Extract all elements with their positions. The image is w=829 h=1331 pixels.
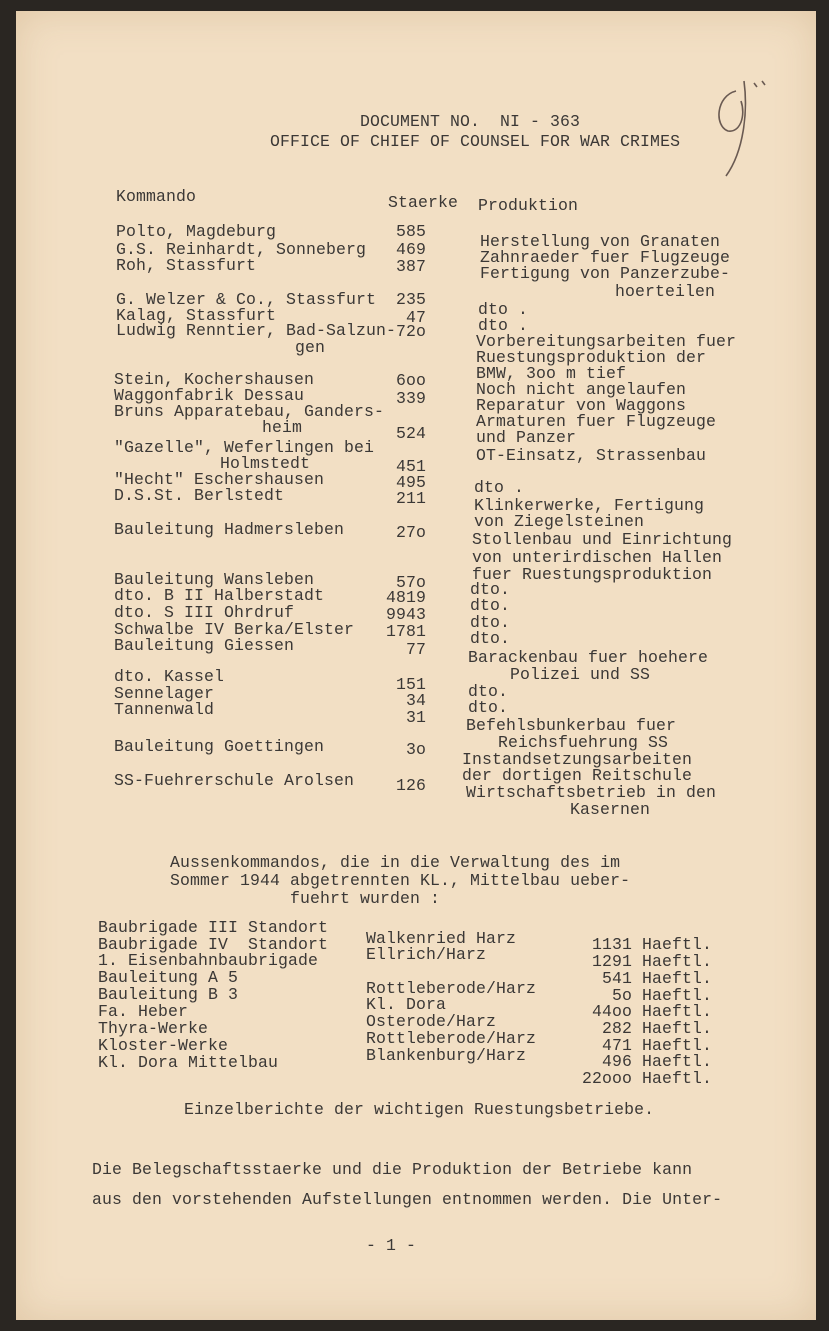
- kommando-cell: Waggonfabrik Dessau: [114, 386, 305, 405]
- column-header-kommando: Kommando: [116, 187, 197, 206]
- produktion-cell: Barackenbau fuer hoehere: [468, 648, 709, 667]
- aussen-intro-line: Aussenkommandos, die in die Verwaltung des im: [170, 853, 621, 872]
- produktion-cell: Fertigung von Panzerzube-: [480, 264, 731, 283]
- paragraph-line: aus den vorstehenden Aufstellungen entnommen werden. Die Unter-: [92, 1190, 723, 1209]
- aussen-count: 496 Haeftl.: [601, 1052, 712, 1071]
- produktion-cell: Kasernen: [570, 800, 651, 819]
- staerke-cell: 469: [395, 240, 426, 259]
- staerke-cell: 31: [405, 708, 426, 727]
- kommando-cell: Kalag, Stassfurt: [116, 306, 277, 325]
- page-number: - 1 -: [366, 1236, 417, 1255]
- aussen-count: 5o Haeftl.: [611, 986, 712, 1005]
- produktion-cell: Noch nicht angelaufen: [476, 380, 687, 399]
- aussen-name: Thyra-Werke: [98, 1019, 209, 1038]
- aussen-place: Osterode/Harz: [366, 1012, 497, 1031]
- produktion-cell: und Panzer: [476, 428, 577, 447]
- produktion-cell: dto .: [478, 316, 529, 335]
- kommando-cell: Bauleitung Giessen: [114, 636, 295, 655]
- produktion-cell: dto.: [468, 682, 509, 701]
- produktion-cell: Reichsfuehrung SS: [498, 733, 669, 752]
- staerke-cell: 47: [405, 308, 426, 327]
- aussen-name: Bauleitung A 5: [98, 968, 239, 987]
- aussen-name: 1. Eisenbahnbaubrigade: [98, 951, 319, 970]
- produktion-cell: der dortigen Reitschule: [462, 766, 693, 785]
- produktion-cell: Befehlsbunkerbau fuer: [466, 716, 677, 735]
- aussen-count: 282 Haeftl.: [601, 1019, 712, 1038]
- kommando-cell: Bauleitung Wansleben: [114, 570, 315, 589]
- handwritten-mark: [706, 71, 776, 181]
- produktion-cell: dto.: [470, 596, 511, 615]
- column-header-staerke: Staerke: [388, 193, 459, 212]
- produktion-cell: BMW, 3oo m tief: [476, 364, 627, 383]
- produktion-cell: dto.: [468, 698, 509, 717]
- aussen-name: Fa. Heber: [98, 1002, 189, 1021]
- kommando-cell: "Hecht" Eschershausen: [114, 470, 325, 489]
- kommando-cell: Stein, Kochershausen: [114, 370, 315, 389]
- aussen-count: 541 Haeftl.: [601, 969, 712, 988]
- kommando-cell: Tannenwald: [114, 700, 215, 719]
- aussen-name: Baubrigade IV Standort: [98, 935, 329, 954]
- produktion-cell: Zahnraeder fuer Flugzeuge: [480, 248, 731, 267]
- staerke-cell: 151: [395, 675, 426, 694]
- staerke-cell: 3o: [405, 740, 426, 759]
- aussen-intro-line: fuehrt wurden :: [290, 889, 441, 908]
- produktion-cell: dto.: [470, 580, 511, 599]
- aussen-name: Kl. Dora Mittelbau: [98, 1053, 279, 1072]
- column-header-produktion: Produktion: [478, 196, 579, 215]
- produktion-cell: hoerteilen: [615, 282, 716, 301]
- aussen-count: 22ooo Haeftl.: [581, 1069, 712, 1088]
- kommando-cell: SS-Fuehrerschule Arolsen: [114, 771, 355, 790]
- staerke-cell: 451: [395, 457, 426, 476]
- staerke-cell: 387: [395, 257, 426, 276]
- kommando-cell: Bruns Apparatebau, Ganders-: [114, 402, 385, 421]
- produktion-cell: Reparatur von Waggons: [476, 396, 687, 415]
- produktion-cell: von Ziegelsteinen: [474, 512, 645, 531]
- produktion-cell: dto.: [470, 613, 511, 632]
- kommando-cell: G.S. Reinhardt, Sonneberg: [116, 240, 367, 259]
- kommando-cell: Holmstedt: [220, 454, 311, 473]
- aussen-place: Kl. Dora: [366, 995, 447, 1014]
- kommando-cell: dto. B II Halberstadt: [114, 586, 325, 605]
- produktion-cell: dto.: [470, 629, 511, 648]
- aussen-count: 1291 Haeftl.: [591, 952, 712, 971]
- produktion-cell: Armaturen fuer Flugzeuge: [476, 412, 717, 431]
- staerke-cell: 1781: [385, 622, 426, 641]
- document-page: [16, 11, 816, 1320]
- staerke-cell: 27o: [395, 523, 426, 542]
- kommando-cell: G. Welzer & Co., Stassfurt: [116, 290, 377, 309]
- staerke-cell: 126: [395, 776, 426, 795]
- produktion-cell: Herstellung von Granaten: [480, 232, 721, 251]
- staerke-cell: 57o: [395, 573, 426, 592]
- aussen-count: 44oo Haeftl.: [591, 1002, 712, 1021]
- aussen-place: Ellrich/Harz: [366, 945, 487, 964]
- produktion-cell: Wirtschaftsbetrieb in den: [466, 783, 717, 802]
- produktion-cell: dto .: [474, 478, 525, 497]
- aussen-place: Rottleberode/Harz: [366, 1029, 537, 1048]
- aussen-intro-line: Sommer 1944 abgetrennten KL., Mittelbau ueber-: [170, 871, 631, 890]
- paragraph-line: Die Belegschaftsstaerke und die Produktion der Betriebe kann: [92, 1160, 693, 1179]
- staerke-cell: 339: [395, 389, 426, 408]
- kommando-cell: Polto, Magdeburg: [116, 222, 277, 241]
- kommando-cell: Ludwig Renntier, Bad-Salzun-: [116, 321, 397, 340]
- staerke-cell: 6oo: [395, 371, 426, 390]
- kommando-cell: Bauleitung Hadmersleben: [114, 520, 345, 539]
- staerke-cell: 524: [395, 424, 426, 443]
- staerke-cell: 585: [395, 222, 426, 241]
- document-number: DOCUMENT NO. NI - 363: [360, 112, 581, 131]
- aussen-place: Rottleberode/Harz: [366, 979, 537, 998]
- kommando-cell: Schwalbe IV Berka/Elster: [114, 620, 355, 639]
- aussen-place: Walkenried Harz: [366, 929, 517, 948]
- kommando-cell: Bauleitung Goettingen: [114, 737, 325, 756]
- section-subtitle: Einzelberichte der wichtigen Ruestungsbetriebe.: [184, 1100, 655, 1119]
- aussen-name: Kloster-Werke: [98, 1036, 229, 1055]
- produktion-cell: Polizei und SS: [510, 665, 651, 684]
- aussen-name: Bauleitung B 3: [98, 985, 239, 1004]
- kommando-cell: "Gazelle", Weferlingen bei: [114, 438, 375, 457]
- staerke-cell: 211: [395, 489, 426, 508]
- produktion-cell: fuer Ruestungsproduktion: [472, 565, 713, 584]
- kommando-cell: heim: [262, 418, 303, 437]
- produktion-cell: Vorbereitungsarbeiten fuer: [476, 332, 737, 351]
- produktion-cell: Klinkerwerke, Fertigung: [474, 496, 705, 515]
- staerke-cell: 9943: [385, 605, 426, 624]
- kommando-cell: D.S.St. Berlstedt: [114, 486, 285, 505]
- aussen-name: Baubrigade III Standort: [98, 918, 329, 937]
- aussen-place: Blankenburg/Harz: [366, 1046, 527, 1065]
- kommando-cell: dto. S III Ohrdruf: [114, 603, 295, 622]
- staerke-cell: 72o: [395, 322, 426, 341]
- produktion-cell: von unterirdischen Hallen: [472, 548, 723, 567]
- staerke-cell: 34: [405, 691, 426, 710]
- kommando-cell: Sennelager: [114, 684, 215, 703]
- staerke-cell: 4819: [385, 588, 426, 607]
- aussen-count: 1131 Haeftl.: [591, 935, 712, 954]
- produktion-cell: Ruestungsproduktion der: [476, 348, 707, 367]
- produktion-cell: dto .: [478, 300, 529, 319]
- staerke-cell: 235: [395, 290, 426, 309]
- kommando-cell: gen: [295, 338, 326, 357]
- produktion-cell: Instandsetzungsarbeiten: [462, 750, 693, 769]
- staerke-cell: 495: [395, 473, 426, 492]
- kommando-cell: dto. Kassel: [114, 667, 225, 686]
- aussen-count: 471 Haeftl.: [601, 1036, 712, 1055]
- staerke-cell: 77: [405, 640, 426, 659]
- office-title: OFFICE OF CHIEF OF COUNSEL FOR WAR CRIMES: [270, 132, 681, 151]
- produktion-cell: OT-Einsatz, Strassenbau: [476, 446, 707, 465]
- produktion-cell: Stollenbau und Einrichtung: [472, 530, 733, 549]
- kommando-cell: Roh, Stassfurt: [116, 256, 257, 275]
